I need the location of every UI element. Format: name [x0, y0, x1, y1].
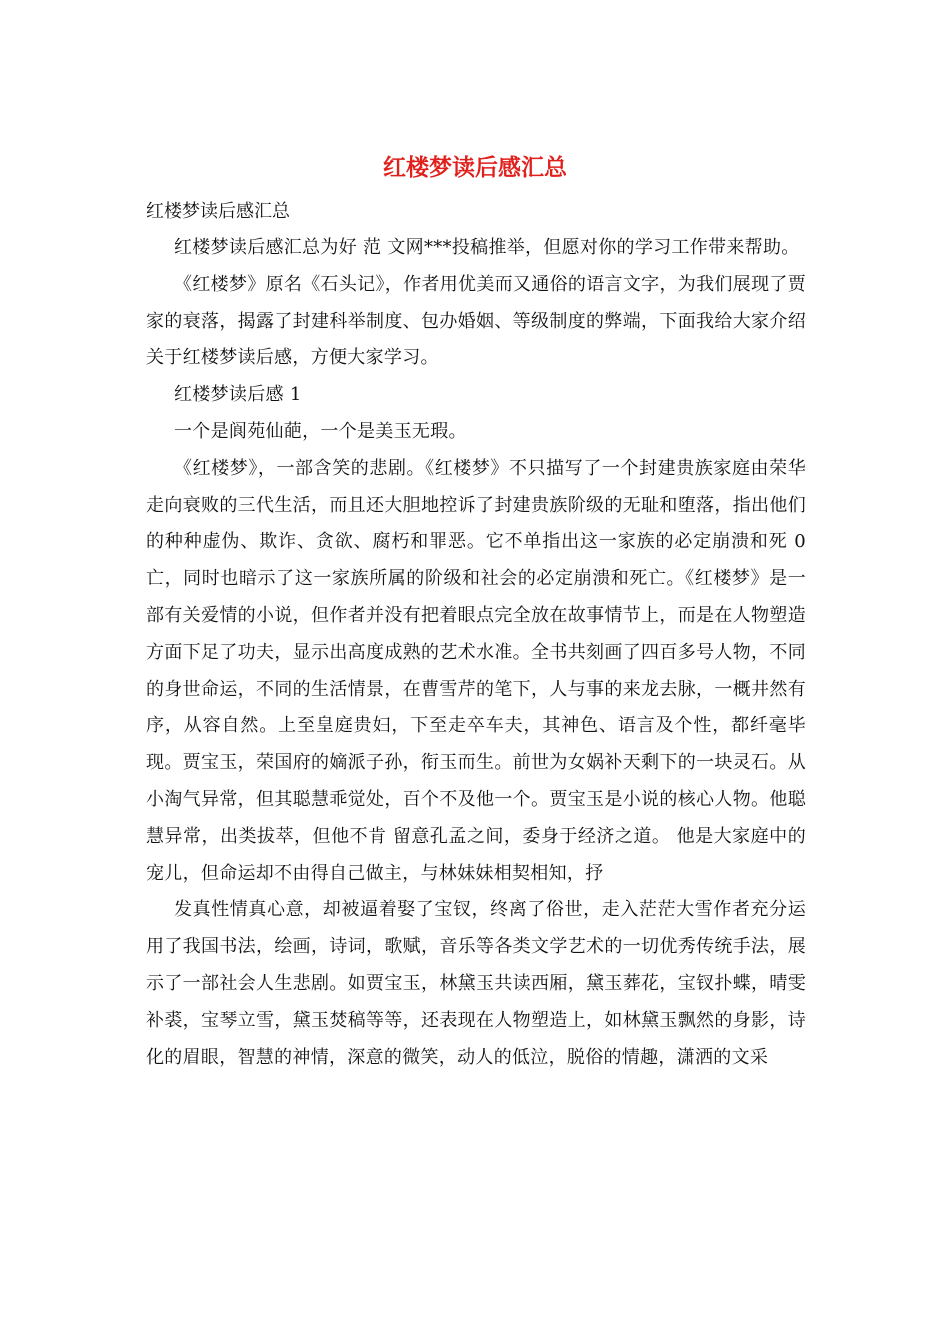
paragraph-essay-continued: 发真性情真心意，却被逼着娶了宝钗，终离了俗世，走入茫茫大雪作者充分运用了我国书法，绘画，诗词，歌赋，音乐等各类文学艺术的一切优秀传统手法，展示了一部社会人生悲剧。如贾宝玉，林黛玉共读西厢，黛玉葬花，宝钗扑蝶，晴雯补裘，宝琴立雪，黛玉焚稿等等，还表现在人物塑造上，如林黛玉飘然的身影，诗化的眉眼，智慧的神情，深意的微笑，动人的低泣，脱俗的情趣，潇洒的文采 [146, 899, 806, 1068]
paragraph-summary: 《红楼梦》原名《石头记》，作者用优美而又通俗的语言文字，为我们展现了贾家的衰落，揭露了封建科举制度、包办婚姻、等级制度的弊端，下面我给大家介绍关于红楼梦读后感，方便大家学习。 [146, 273, 806, 369]
document-body [146, 230, 806, 1076]
paragraph-essay-main: 《红楼梦》，一部含笑的悲剧。《红楼梦》不只描写了一个封建贵族家庭由荣华走向衰败的三代生活，而且还大胆地控诉了封建贵族阶级的无耻和堕落，指出他们的种种虚伪、欺诈、贪欲、腐朽和罪恶。它不单指出这一家族的必定崩溃和死 0 亡，同时也暗示了这一家族所属的阶级和社会的必定崩溃和死亡。《红楼梦》是一部有关爱情的小说，但作者并没有把着眼点完全放在故事情节上，而是在人物塑造方面下足了功夫，显示出高度成熟的艺术水准。全书共刻画了四百多号人物，不同的身世命运，不同的生活情景，在曹雪芹的笔下，人与事的来龙去脉，一概井然有序，从容自然。上至皇庭贵妇，下至走卒车夫，其神色、语言及个性，都纤毫毕现。贾宝玉，荣国府的嫡派子孙，衔玉而生。前世为女娲补天剩下的一块灵石。从小淘气异常，但其聪慧乖觉处，百个不及他一个。贾宝玉是小说的核心人物。他聪慧异常，出类拔萃，但他不肯 留意孔孟之间，委身于经济之道。 他是大家庭中的宠儿，但命运却不由得自己做主，与林妹妹相契相知，抒 [146, 457, 806, 884]
paragraph-quote: 一个是阆苑仙葩，一个是美玉无瑕。 [174, 420, 467, 442]
section-heading: 红楼梦读后感 1 [174, 384, 302, 406]
paragraph-intro: 红楼梦读后感汇总为好 范 文网***投稿推举，但愿对你的学习工作带来帮助。 [174, 237, 800, 258]
document-subtitle: 红楼梦读后感汇总 [146, 201, 290, 222]
document-title: 红楼梦读后感汇总 [383, 154, 567, 181]
